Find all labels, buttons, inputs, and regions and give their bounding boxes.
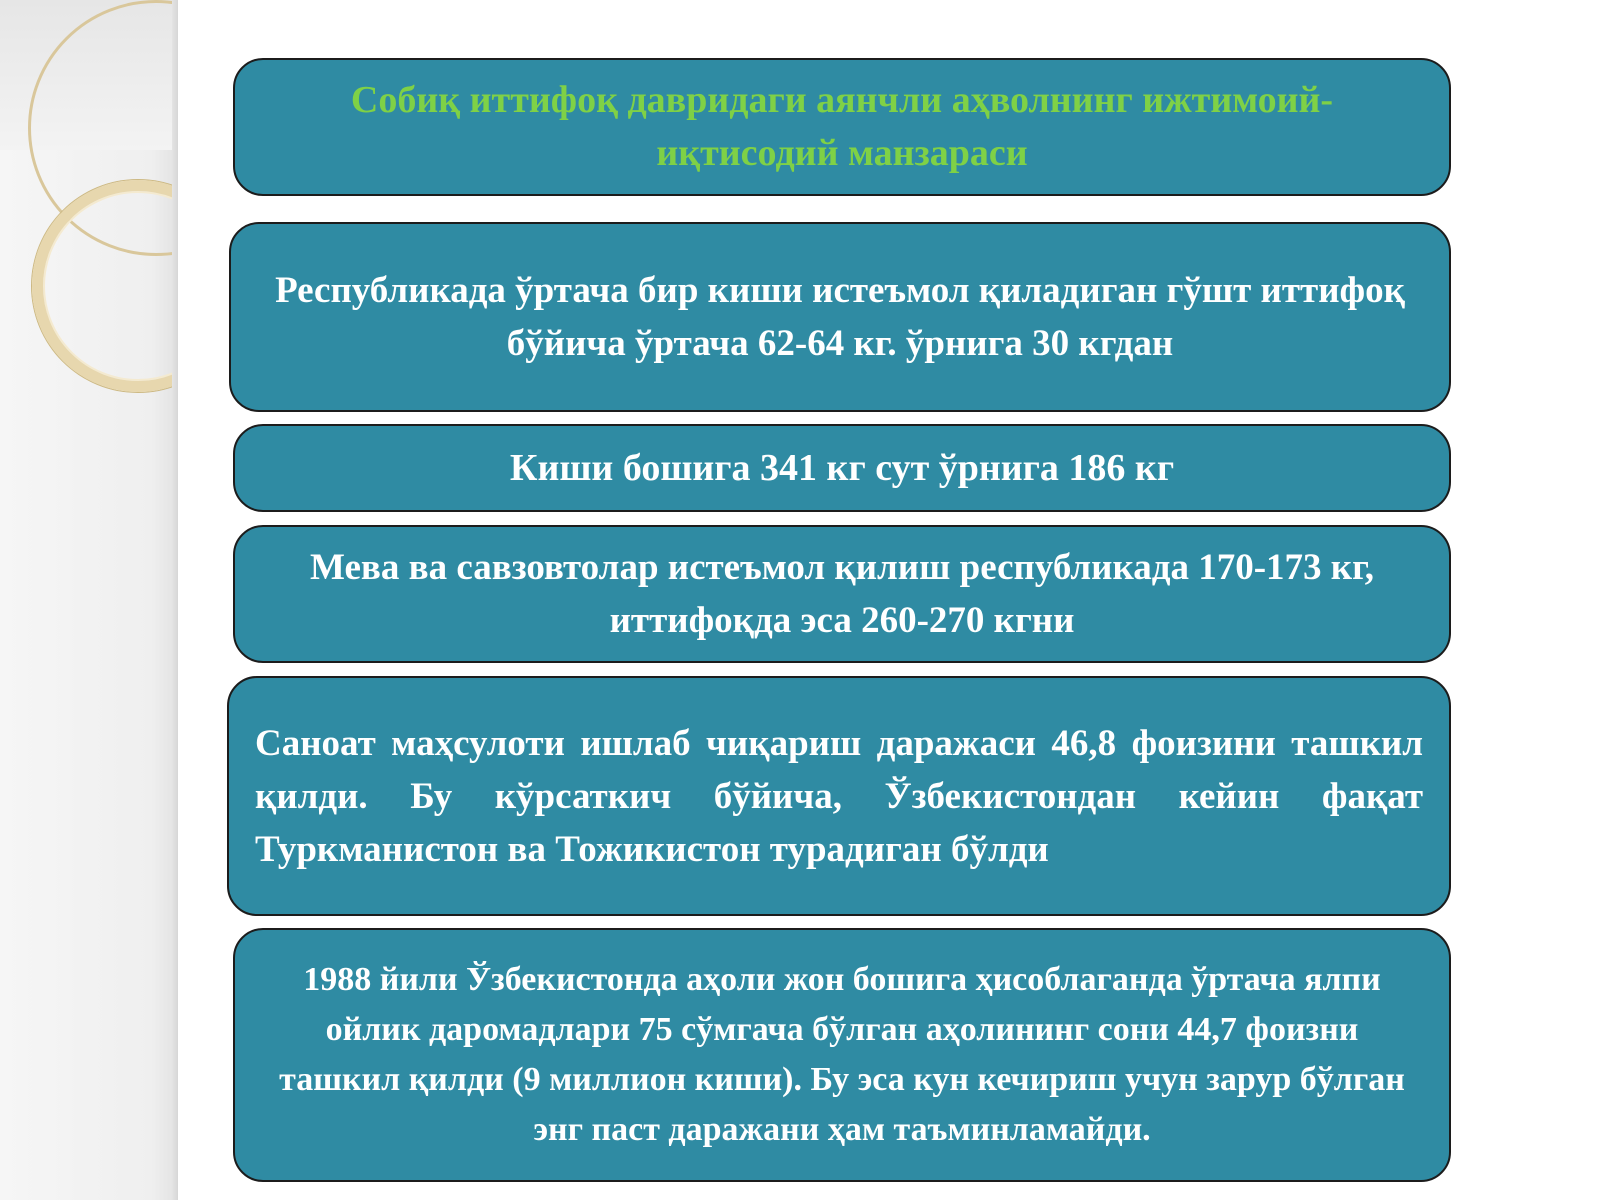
left-decoration-panel bbox=[0, 0, 178, 1200]
fact-box-industry bbox=[227, 676, 1451, 916]
fact-box-meat bbox=[229, 222, 1451, 412]
fact-box-vegetables bbox=[233, 525, 1451, 663]
fact-text-vegetables: Мева ва савзовтолар истеъмол қилиш республикада 170-173 кг, иттифоқда эса 260-270 кгни bbox=[310, 547, 1374, 641]
panel-divider bbox=[172, 0, 178, 1200]
fact-text-industry: Саноат маҳсулоти ишлаб чиқариш даражаси 46,8 фоизини ташкил қилди. Бу кўрсаткич бўйича, Ўзбекистондан кейин фақат Туркманистон ва Тожикистон турадиган бўлди bbox=[255, 722, 1423, 870]
fact-box-income bbox=[233, 928, 1451, 1182]
slide-title: Собиқ иттифоқ давридаги аянчли аҳволнинг ижтимоий-иқтисодий манзараси bbox=[350, 79, 1334, 174]
fact-text-income: 1988 йили Ўзбекистонда аҳоли жон бошига ҳисоблаганда ўртача ялпи ойлик даромадлари 75 сўмгача бўлган аҳолининг сони 44,7 фоизни ташкил қилди (9 миллион киши). Бу эса кун кечириш учун зарур бўлган энг паст даражани ҳам таъминламайди. bbox=[279, 961, 1405, 1148]
decorative-ring-inner bbox=[32, 180, 178, 392]
slide-title-box bbox=[233, 58, 1451, 196]
fact-text-meat: Республикада ўртача бир киши истеъмол қиладиган гўшт иттифоқ бўйича ўртача 62-64 кг. ўрнига 30 кгдан bbox=[275, 270, 1405, 364]
fact-box-milk bbox=[233, 424, 1451, 512]
fact-text-milk: Киши бошига 341 кг сут ўрнига 186 кг bbox=[509, 447, 1175, 489]
